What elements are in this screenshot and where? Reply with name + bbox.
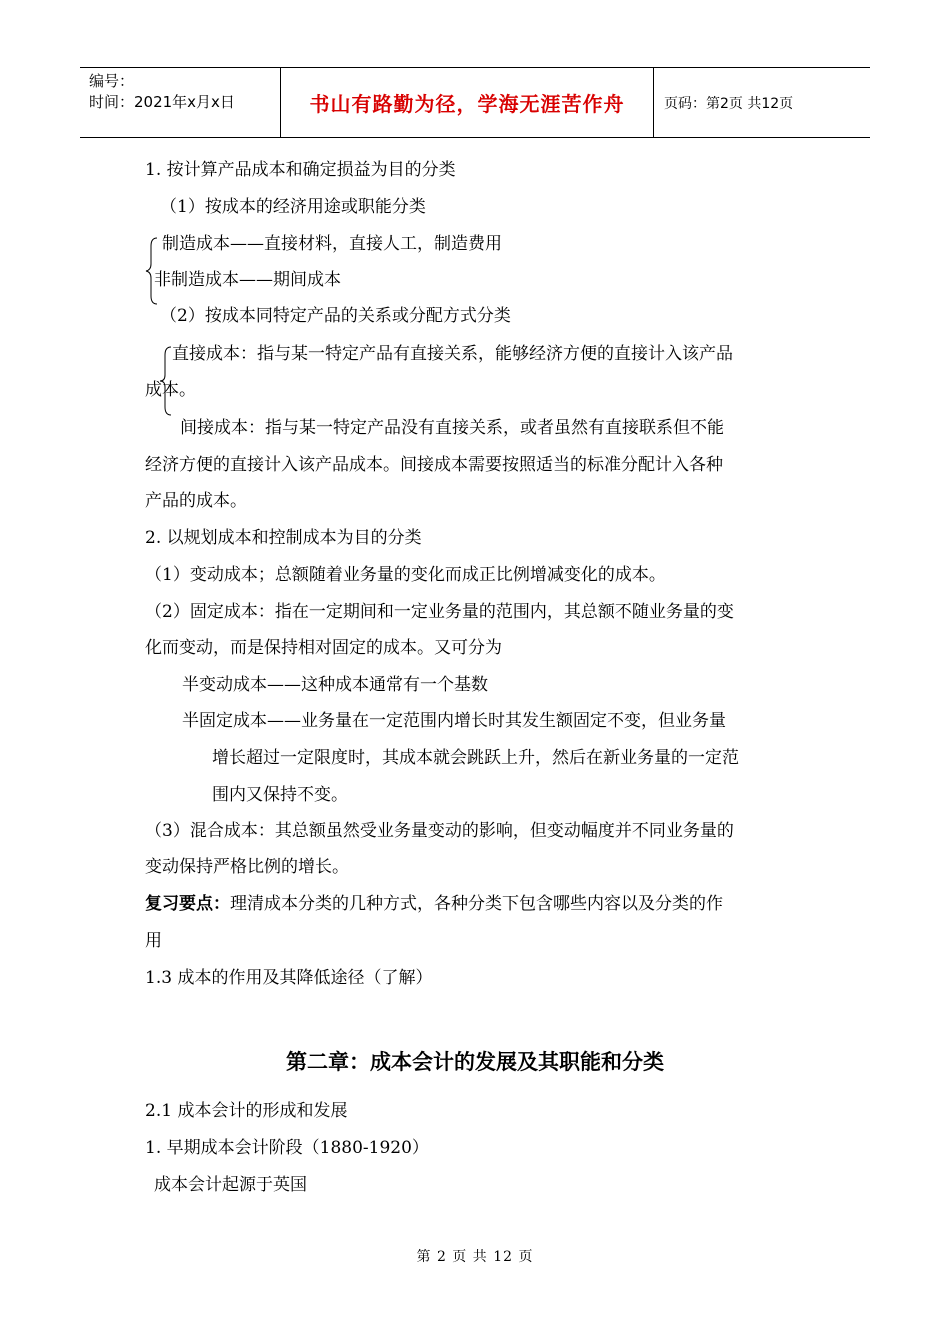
paragraph-indirect-cost-cont: 经济方便的直接计入该产品成本。间接成本需要按照适当的标准分配计入各种 [145,455,723,475]
paragraph-mixed-cost-cont: 变动保持严格比例的增长。 [145,857,349,877]
section-heading-1-3: 1.3 成本的作用及其降低途径（了解） [145,968,433,988]
section-heading-1: 1. 按计算产品成本和确定损益为目的分类 [145,160,456,180]
header-left-cell [80,68,281,137]
review-points-cont: 用 [145,931,162,951]
subheading-1-2: （2）按成本同特定产品的关系或分配方式分类 [160,306,511,326]
page-footer: 第 2 页 共 12 页 [416,1249,534,1265]
header-page-info: 页码：第2页 共12页 [664,95,794,112]
page-header [80,67,870,138]
list-item-nonmanufacturing-cost: 非制造成本——期间成本 [154,270,341,290]
paragraph-direct-cost-cont: 成本。 [145,380,196,400]
document-number-label: 编号： [89,72,135,90]
list-item-manufacturing-cost: 制造成本——直接材料，直接人工，制造费用 [162,234,502,254]
list-item-semi-fixed-cost-cont: 增长超过一定限度时，其成本就会跳跃上升，然后在新业务量的一定范 [212,748,739,768]
paragraph-fixed-cost: （2）固定成本：指在一定期间和一定业务量的范围内，其总额不随业务量的变 [145,602,734,622]
paragraph-mixed-cost: （3）混合成本：其总额虽然受业务量变动的影响，但变动幅度并不同业务量的 [145,821,734,841]
review-points-text: 理清成本分类的几种方式，各种分类下包含哪些内容以及分类的作 [230,894,723,914]
paragraph-fixed-cost-cont: 化而变动，而是保持相对固定的成本。又可分为 [145,638,502,658]
paragraph-indirect-cost-end: 产品的成本。 [145,491,247,511]
section-heading-2-1: 2.1 成本会计的形成和发展 [145,1101,348,1121]
review-points [145,892,723,916]
paragraph-indirect-cost: 间接成本：指与某一特定产品没有直接关系，或者虽然有直接联系但不能 [180,418,724,438]
paragraph-origin: 成本会计起源于英国 [154,1175,307,1195]
list-item-semi-fixed-cost: 半固定成本——业务量在一定范围内增长时其发生额固定不变，但业务量 [182,711,726,731]
list-item-semi-fixed-cost-end: 围内又保持不变。 [212,785,348,805]
subheading-1-1: （1）按成本的经济用途或职能分类 [160,197,426,217]
header-motto: 书山有路勤为径，学海无涯苦作舟 [281,68,654,137]
paragraph-direct-cost: 直接成本：指与某一特定产品有直接关系，能够经济方便的直接计入该产品 [172,344,733,364]
chapter-title: 第二章：成本会计的发展及其职能和分类 [286,1050,664,1074]
paragraph-variable-cost: （1）变动成本；总额随着业务量的变化而成正比例增减变化的成本。 [145,565,666,585]
review-points-label: 复习要点： [145,894,230,914]
section-heading-2: 2. 以规划成本和控制成本为目的分类 [145,528,422,548]
subheading-early-stage: 1. 早期成本会计阶段（1880-1920） [145,1138,429,1158]
document-time-label: 时间：2021年x月x日 [89,93,235,111]
list-item-semi-variable-cost: 半变动成本——这种成本通常有一个基数 [182,675,488,695]
